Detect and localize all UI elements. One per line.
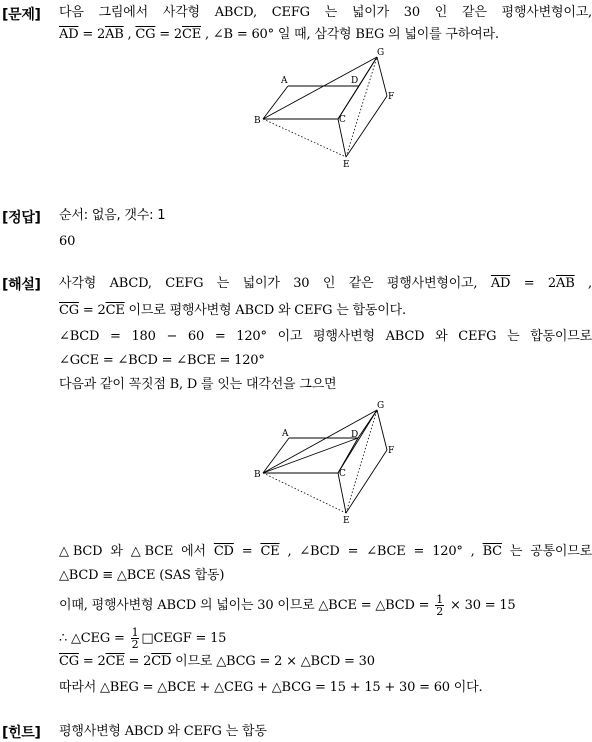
label-c: C <box>339 115 346 125</box>
label-b: B <box>254 116 261 126</box>
dotted-eg <box>346 410 377 513</box>
segment-ad: $\overline{AD}$ <box>490 276 511 291</box>
edge-ef <box>346 96 387 157</box>
label-a: A <box>282 429 289 439</box>
label-c: C <box>339 469 346 479</box>
solution-line-7: △BCD ≡ △BCE (SAS 합동) <box>59 568 225 583</box>
segment-bc: $\overline{BC}$ <box>482 544 502 559</box>
segment-cg: $\overline{CG}$ <box>135 27 156 42</box>
hint-tag: [힌트] <box>2 725 41 741</box>
edge-ce <box>338 473 346 513</box>
solution-line-3: ∠BCD = 180 − 60 = 120° 이고 평행사변형 ABCD 와 CEFG 는 합동이므로 <box>59 329 592 344</box>
edge-cg <box>338 57 377 119</box>
figure-parallelograms-2 <box>250 398 400 528</box>
answer-tag: [정답] <box>2 210 41 226</box>
edge-bg <box>263 410 377 473</box>
edge-ab <box>263 86 288 119</box>
edge-fg <box>377 410 387 450</box>
diagonal-bd <box>263 438 358 473</box>
edge-cg <box>338 410 377 473</box>
label-f: F <box>388 92 395 102</box>
edge-bg <box>263 57 377 119</box>
segment-ce: $\overline{CE}$ <box>105 654 125 669</box>
label-e: E <box>343 160 350 170</box>
segment-cd: $\overline{CD}$ <box>213 544 234 559</box>
dotted-be <box>263 119 346 157</box>
label-g: G <box>377 401 385 411</box>
segment-cg: $\overline{CG}$ <box>59 654 79 669</box>
hint-line-1: 평행사변형 ABCD 와 CEFG 는 합동 <box>59 724 267 739</box>
answer-line-1: 순서: 없음, 갯수: 1 <box>59 208 166 223</box>
fraction-one-half: $\frac{1}{2}$ <box>436 593 444 618</box>
dotted-be <box>263 473 346 513</box>
solution-line-5: 다음과 같이 꼭짓점 B, D 를 잇는 대각선을 그으면 <box>59 377 337 392</box>
solution-line-9: ∴ △CEG = $\frac{1}{2}$ □CEGF = 15 <box>59 626 227 651</box>
segment-ab: $\overline{AB}$ <box>105 27 124 42</box>
label-e: E <box>343 516 350 526</box>
segment-cd: $\overline{CD}$ <box>151 654 172 669</box>
segment-ab: $\overline{AB}$ <box>556 276 575 291</box>
segment-ce: $\overline{CE}$ <box>105 303 125 318</box>
solution-tag: [해설] <box>2 277 41 293</box>
segment-cg: $\overline{CG}$ <box>59 303 79 318</box>
problem-text-line-1: 다음 그림에서 사각형 ABCD, CEFG 는 넓이가 30 인 같은 평행사변형이고, <box>59 5 592 20</box>
solution-line-1: 사각형 ABCD, CEFG 는 넓이가 30 인 같은 평행사변형이고, $\overline{AD} = 2\overline{AB}$ , <box>59 276 592 291</box>
label-a: A <box>281 76 288 86</box>
problem-tag: [문제] <box>2 7 41 23</box>
dotted-eg <box>346 57 377 157</box>
solution-line-8: 이때, 평행사변형 ABCD 의 넓이는 30 이므로 △BCE = △BCD = $\frac{1}{2}$ × 30 = 15 <box>59 593 516 618</box>
problem-text-line-2: $\overline{AD} = 2\overline{AB}$ , $\overline{CG} = 2\overline{CE}$ , ∠B = 60° 일 때, 삼각형 BEG 의 넓이를 구하여라. <box>59 27 499 42</box>
solution-line-2: $\overline{CG} = 2\overline{CE}$ 이므로 평행사변형 ABCD 와 CEFG 는 합동이다. <box>59 303 406 318</box>
solution-line-10: $\overline{CG} = 2\overline{CE} = 2\overline{CD}$ 이므로 △BCG = 2 × △BCD = 30 <box>59 654 375 669</box>
edge-ef <box>346 450 387 513</box>
solution-line-6: △BCD 와 △BCE 에서 $\overline{CD} = \overline{CE}$ , ∠BCD = ∠BCE = 120° , $\overline{BC}$ 는 공통이므로 <box>59 544 592 559</box>
solution-line-4: ∠GCE = ∠BCD = ∠BCE = 120° <box>59 353 265 368</box>
label-d: D <box>351 430 359 440</box>
label-d: D <box>351 76 359 86</box>
segment-ad: $\overline{AD}$ <box>59 27 79 42</box>
edge-fg <box>377 57 387 96</box>
label-b: B <box>254 470 261 480</box>
segment-ce: $\overline{CE}$ <box>260 544 280 559</box>
solution-line-11: 따라서 △BEG = △BCE + △CEG + △BCG = 15 + 15 + 30 = 60 이다. <box>59 680 483 695</box>
label-f: F <box>388 446 395 456</box>
segment-ce: $\overline{CE}$ <box>182 27 202 42</box>
figure-parallelograms-1 <box>250 46 400 171</box>
answer-value: 60 <box>59 234 76 249</box>
label-g: G <box>377 48 385 58</box>
fraction-one-half: $\frac{1}{2}$ <box>131 626 139 651</box>
